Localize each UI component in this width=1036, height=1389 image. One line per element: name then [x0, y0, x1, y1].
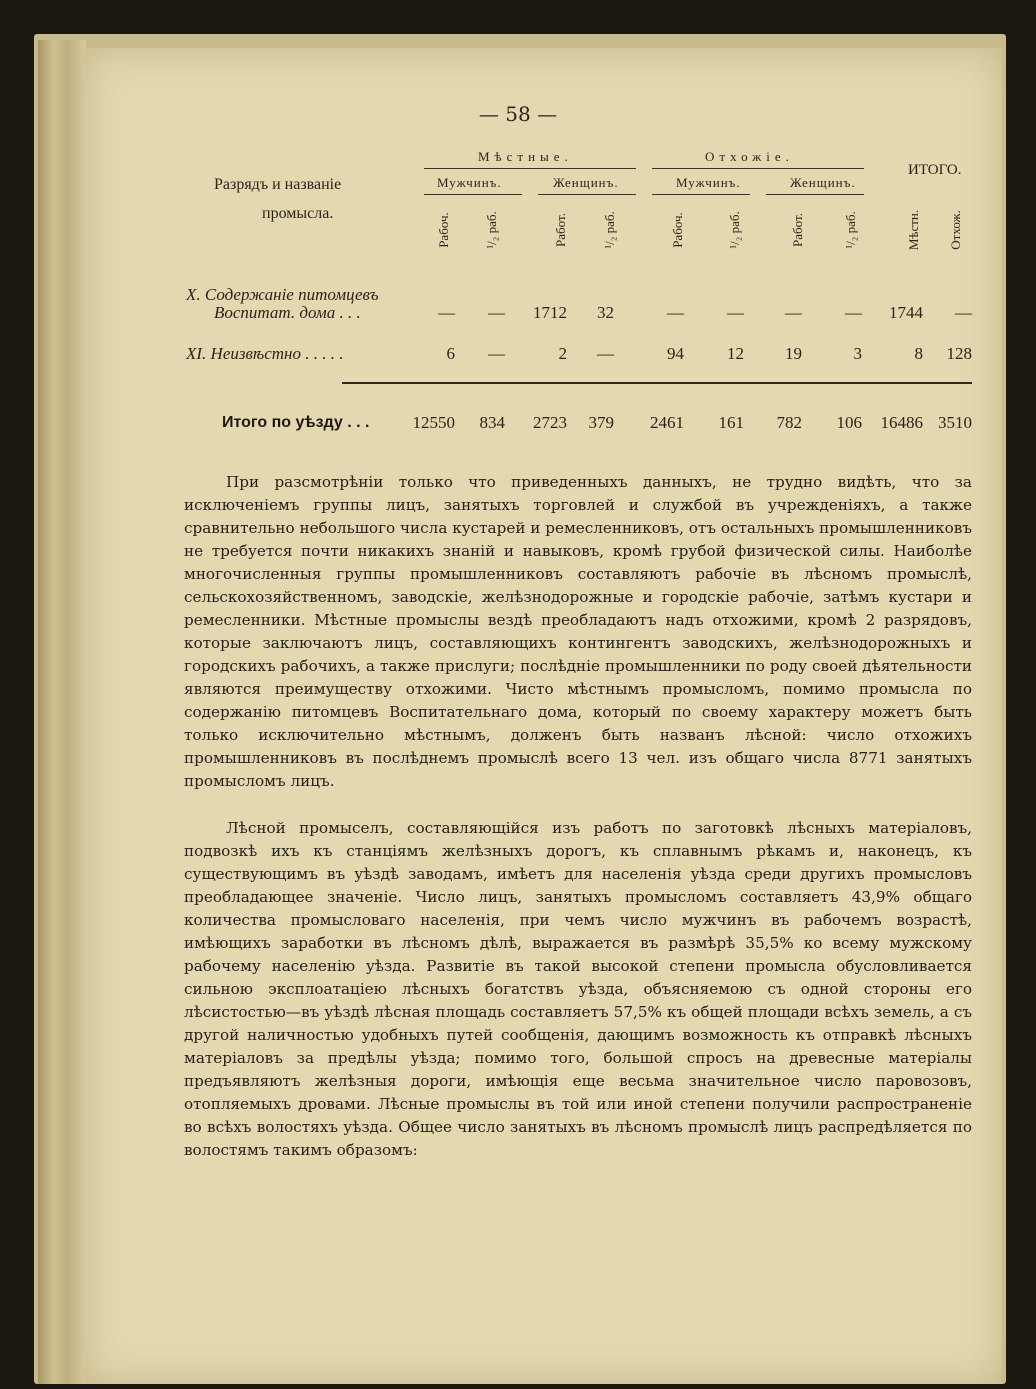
table-cell: — — [727, 303, 744, 322]
sub-header-migrant-women: Женщинъ. — [790, 175, 856, 190]
sub-brace-local-women — [538, 194, 636, 195]
group-brace-local — [424, 168, 636, 169]
total-cell: 2461 — [650, 413, 684, 432]
table-cell: 128 — [946, 344, 972, 363]
total-label: Итого по уѣзду . . . — [222, 414, 370, 431]
table-cell: 94 — [667, 344, 684, 363]
total-cell: 12550 — [412, 413, 455, 432]
total-cell: 16486 — [880, 413, 923, 432]
sub-brace-local-men — [424, 194, 522, 195]
table-cell: 8 — [914, 344, 923, 363]
group-header-local: Мѣстные. — [478, 149, 573, 164]
table-rule — [342, 382, 972, 384]
row-label-x-2: Воспитат. дома . . . — [214, 303, 361, 322]
col-header-local-men-work: Рабоч. — [436, 212, 451, 248]
table-cell: 2 — [558, 344, 567, 363]
total-cell: 3510 — [938, 413, 972, 432]
binding-edge — [38, 40, 86, 1384]
total-cell: 379 — [588, 413, 614, 432]
table-cell: — — [438, 303, 455, 322]
table-cell: 1744 — [889, 303, 923, 322]
col-header-local-men-half: ¹/₂ раб. — [484, 211, 499, 249]
col-header-local-women-work: Работ. — [553, 213, 568, 247]
body-paragraph-1: При разсмотрѣніи только что приведенныхъ данныхъ, не трудно видѣть, что за исключеніемъ группы лицъ, занятыхъ торговлей и службой въ учрежденіяхъ, а также сравнительно небольшого числа кустарей и ремесленниковъ, отъ остальныхъ промышленниковъ не требуется почти никакихъ знаній и навыковъ, кромѣ грубой физической силы. Наиболѣе многочисленныя группы промышленниковъ составляютъ рабочіе въ лѣсномъ промыслѣ, сельскохозяйственномъ, заводскіе, желѣзнодорожные и городскіе рабочіе, затѣмъ кустари и ремесленники. Мѣстные промыслы вездѣ преобладаютъ надъ отхожими, кромѣ 2 разрядовъ, которые заключаютъ лицъ, составляющихъ контингентъ заводскихъ, желѣзнодорожныхъ и городскихъ рабочихъ, а также прислуги; послѣдніе промышленники по роду своей дѣятельности являются преимуществу отхожими. Чисто мѣстнымъ промысломъ, помимо промысла по содержанію питомцевъ Воспитательнаго дома, который по своему характеру можетъ быть только исключительно мѣстнымъ, долженъ быть названъ лѣсной: число отхожихъ промышленниковъ въ послѣднемъ промыслѣ всего 13 чел. изъ общаго числа 8771 занятыхъ промысломъ лицъ. — [184, 473, 972, 790]
sub-header-local-women: Женщинъ. — [553, 175, 619, 190]
table-cell: 19 — [785, 344, 802, 363]
col-header-local-women-half: ¹/₂ раб. — [602, 211, 617, 249]
total-cell: 782 — [776, 413, 802, 432]
table-cell: — — [597, 344, 614, 363]
col-header-migrant-women-work: Работ. — [790, 213, 805, 247]
col-header-migrant-men-work: Рабоч. — [670, 212, 685, 248]
table-cell: 12 — [727, 344, 744, 363]
col-header-total-local: Мѣстн. — [906, 209, 921, 251]
table-cell: — — [488, 344, 505, 363]
table-header-label: Разрядъ и названіе — [214, 176, 342, 193]
table-cell: — — [488, 303, 505, 322]
row-label-xi: XI. Неизвѣстно . . . . . — [186, 344, 344, 363]
sub-header-migrant-men: Мужчинъ. — [676, 175, 741, 190]
group-brace-migrant — [652, 168, 864, 169]
page-number: — 58 — — [478, 102, 558, 126]
table-cell: — — [845, 303, 862, 322]
row-label-x: X. Содержаніе питомцевъ — [186, 285, 379, 304]
total-cell: 161 — [718, 413, 744, 432]
total-cell: 106 — [836, 413, 862, 432]
group-header-migrant: Отхожіе. — [705, 149, 794, 164]
table-cell: 6 — [446, 344, 455, 363]
group-header-total: ИТОГО. — [908, 162, 962, 178]
table-cell: 3 — [853, 344, 862, 363]
col-header-total-migrant: Отхож. — [948, 210, 963, 250]
total-cell: 834 — [479, 413, 505, 432]
table-header-label-2: промысла. — [262, 205, 334, 222]
col-header-migrant-women-half: ¹/₂ раб. — [843, 211, 858, 249]
body-paragraph-2: Лѣсной промыселъ, составляющійся изъ работъ по заготовкѣ лѣсныхъ матеріаловъ, подвозкѣ ихъ къ станціямъ желѣзныхъ дорогъ, къ сплавнымъ рѣкамъ и, наконецъ, къ существующимъ въ уѣздѣ заводамъ, имѣетъ для населенія уѣзда среди другихъ промысловъ преобладающее значеніе. Число лицъ, занятыхъ промысломъ составляетъ 43,9% общаго количества промысловаго населенія, при чемъ число мужчинъ въ рабочемъ возрастѣ, имѣющихъ заработки въ лѣсномъ дѣлѣ, выражается въ размѣрѣ 35,5% ко всему мужскому рабочему населенію уѣзда. Развитіе въ такой высокой степени промысла обусловливается сильною эксплоатаціею лѣсныхъ богатствъ уѣзда, объясняемою съ одной стороны его лѣсистостью—въ уѣздѣ лѣсная площадь составляетъ 57,5% къ общей площади всѣхъ земель, а съ другой наличностью удобныхъ путей сообщенія, дающимъ возможность къ отправкѣ лѣсныхъ матеріаловъ за предѣлы уѣзда; помимо того, большой спросъ на древесные матеріалы предъявляютъ желѣзныя дороги, имѣющія еще весьма значительное число паровозовъ, отопляемыхъ дровами. Лѣсные промыслы въ той или иной степени получили распространеніе во всѣхъ волостяхъ уѣзда. Общее число занятыхъ въ лѣсномъ промыслѣ лицъ распредѣляется по волостямъ такимъ образомъ: — [184, 819, 972, 1159]
table-cell: 1712 — [533, 303, 567, 322]
table-cell: 32 — [597, 303, 614, 322]
table-cell: — — [667, 303, 684, 322]
sub-brace-migrant-women — [766, 194, 864, 195]
sub-brace-migrant-men — [652, 194, 750, 195]
sub-header-local-men: Мужчинъ. — [437, 175, 502, 190]
table-cell: — — [955, 303, 972, 322]
table-cell: — — [785, 303, 802, 322]
col-header-migrant-men-half: ¹/₂ раб. — [727, 211, 742, 249]
total-cell: 2723 — [533, 413, 567, 432]
